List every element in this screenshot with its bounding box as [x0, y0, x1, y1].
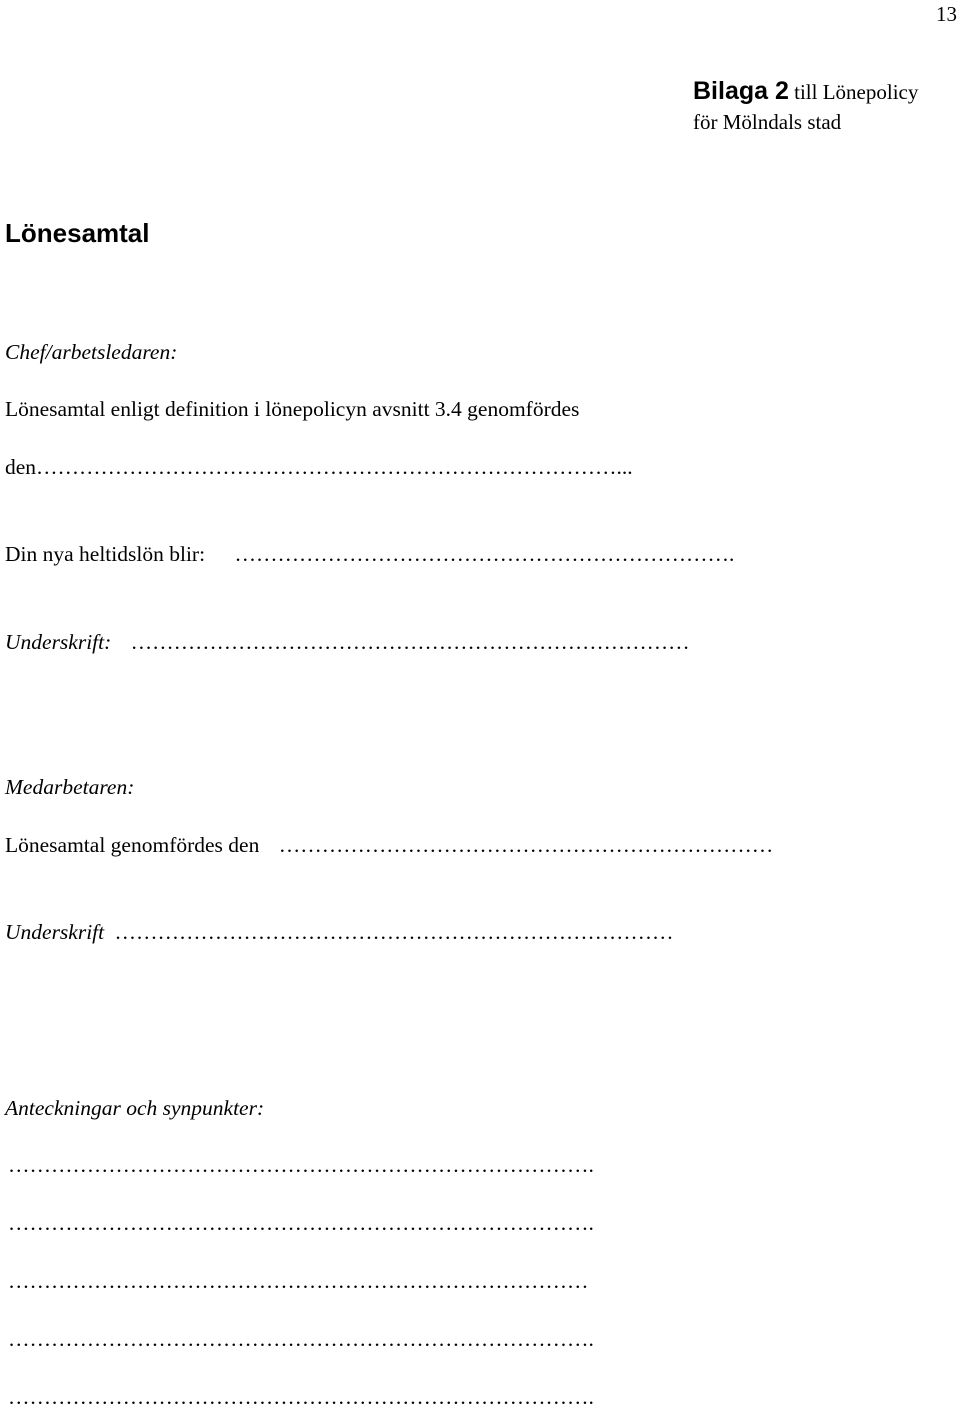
manager-signature-row — [5, 630, 690, 655]
manager-heading: Chef/arbetsledaren: — [5, 340, 178, 364]
appendix-line-1 — [693, 76, 918, 107]
employee-heading: Medarbetaren: — [5, 775, 135, 799]
notes-line[interactable]: ………………………………………………………………………. — [8, 1327, 594, 1351]
appendix-label: Bilaga 2 — [693, 77, 789, 105]
salary-label: Din nya heltidslön blir: — [5, 542, 206, 566]
page-title: Lönesamtal — [5, 218, 150, 248]
employee-signature-row — [5, 920, 674, 945]
employee-date-label: Lönesamtal genomfördes den — [5, 833, 260, 857]
notes-heading: Anteckningar och synpunkter: — [5, 1096, 265, 1120]
page-number: 13 — [936, 2, 957, 26]
salary-field[interactable]: ……………………………………………………………. — [234, 542, 735, 566]
notes-line[interactable]: ………………………………………………………………………. — [8, 1385, 594, 1409]
manager-date-row — [5, 455, 633, 480]
appendix-line-2: för Mölndals stad — [693, 110, 842, 134]
manager-statement: Lönesamtal enligt definition i lönepolicyn avsnitt 3.4 genomfördes — [5, 397, 580, 421]
manager-signature-field[interactable]: …………………………………………………………………… — [130, 630, 690, 654]
salary-row — [5, 542, 734, 567]
manager-date-field[interactable]: ………………………………………………………………………... — [36, 455, 633, 479]
employee-signature-label: Underskrift — [5, 920, 105, 944]
employee-date-row — [5, 833, 773, 858]
appendix-policy: till Lönepolicy — [788, 80, 919, 104]
manager-date-label: den — [5, 455, 37, 479]
employee-date-field[interactable]: …………………………………………………………… — [278, 833, 774, 857]
notes-line[interactable]: ……………………………………………………………………… — [8, 1269, 589, 1293]
employee-signature-field[interactable]: …………………………………………………………………… — [114, 920, 674, 944]
notes-line[interactable]: ………………………………………………………………………. — [8, 1153, 594, 1177]
appendix-header — [693, 76, 918, 137]
manager-signature-label: Underskrift: — [5, 630, 112, 654]
notes-line[interactable]: ………………………………………………………………………. — [8, 1211, 594, 1235]
